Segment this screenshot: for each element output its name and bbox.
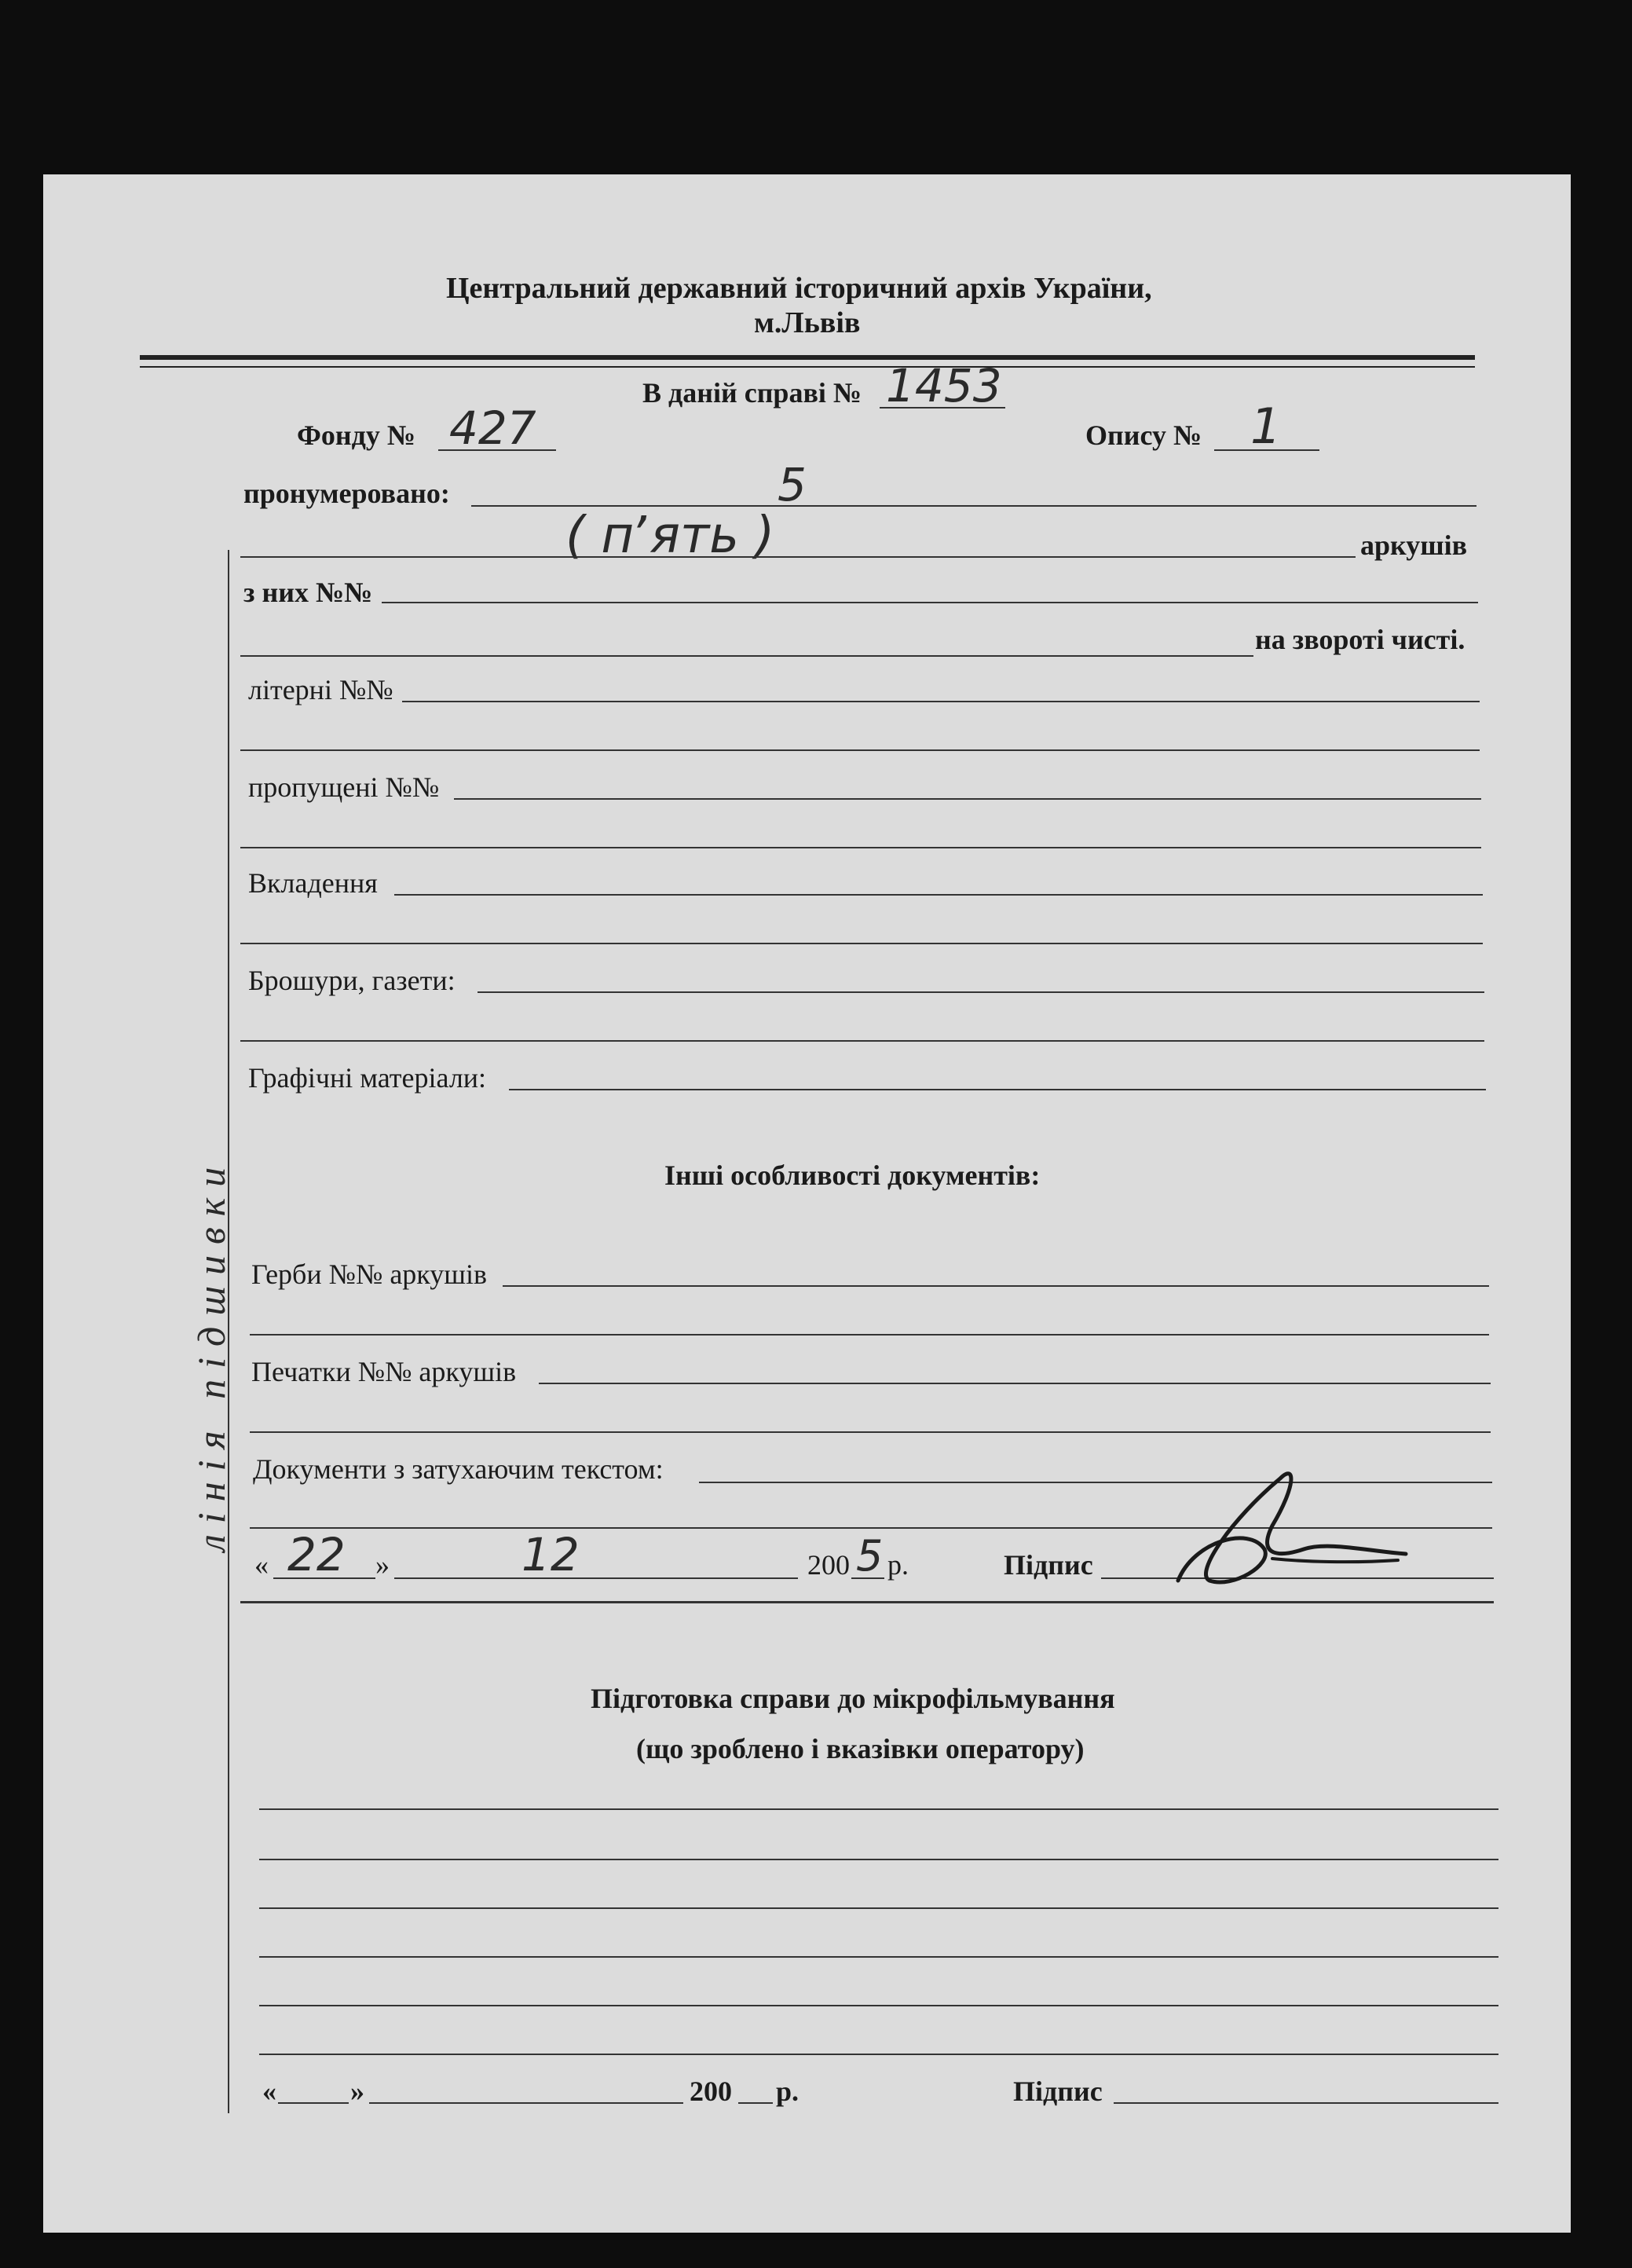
date-close-quote: » <box>375 1549 390 1581</box>
blank-back-label: на звороті чисті. <box>1255 624 1466 655</box>
opys-number-line <box>1214 449 1319 451</box>
sheets-label: аркушів <box>1360 529 1468 561</box>
fond-number: 427 <box>449 401 536 455</box>
date-month-line <box>394 1577 798 1579</box>
seals-line <box>539 1383 1491 1384</box>
seals-line-2 <box>250 1431 1491 1433</box>
microfilm-day-line <box>278 2102 349 2104</box>
case-number: 1453 <box>886 359 1002 412</box>
microfilm-line-1 <box>259 1808 1498 1810</box>
missing-line-2 <box>240 847 1481 848</box>
binding-line-label: лінія підшивки <box>189 1156 233 1552</box>
fond-label: Фонду № <box>297 420 416 451</box>
header-rule-bottom <box>140 366 1475 368</box>
features-title: Інші особливості документів: <box>664 1160 1041 1191</box>
seals-label: Печатки №№ аркушів <box>251 1356 517 1387</box>
opys-label: Опису № <box>1085 420 1202 451</box>
header-rule-top <box>140 355 1475 360</box>
case-number-line <box>880 407 1005 409</box>
fond-number-line <box>438 449 556 451</box>
microfilm-sign-label: Підпис <box>1013 2076 1103 2107</box>
letter-label: літерні №№ <box>248 674 393 705</box>
microfilm-line-6 <box>259 2054 1498 2055</box>
case-label: В даній справі № <box>642 377 862 409</box>
graphics-line <box>509 1089 1486 1090</box>
microfilm-line-4 <box>259 1956 1498 1958</box>
microfilm-line-2 <box>259 1859 1498 1860</box>
archive-name: Центральний державний історичний архів України, <box>446 272 1152 305</box>
microfilm-date-close: » <box>350 2076 364 2107</box>
year-digit: 5 <box>856 1531 884 1581</box>
coats-label: Герби №№ аркушів <box>251 1259 488 1290</box>
date-day: 22 <box>287 1528 346 1581</box>
year-suffix: р. <box>887 1549 909 1581</box>
inserts-line-2 <box>240 943 1483 944</box>
letter-line-2 <box>240 749 1480 751</box>
year-digit-line <box>851 1577 884 1579</box>
date-day-line <box>273 1577 375 1579</box>
sign-label: Підпис <box>1004 1549 1093 1581</box>
missing-line <box>454 798 1481 800</box>
archive-city: м.Львів <box>754 306 861 339</box>
of-them-line <box>382 602 1478 603</box>
brochures-line-2 <box>240 1040 1484 1042</box>
date-open-quote: « <box>254 1549 269 1581</box>
inserts-line <box>394 894 1483 896</box>
numbered-label: пронумеровано: <box>243 478 450 509</box>
coats-line <box>503 1285 1489 1287</box>
microfilm-sign-line <box>1114 2102 1498 2104</box>
signature-icon <box>1162 1463 1414 1604</box>
microfilm-subtitle: (що зроблено і вказівки оператору) <box>636 1733 1085 1764</box>
brochures-label: Брошури, газети: <box>248 965 456 996</box>
microfilm-year: 200 <box>690 2076 732 2107</box>
microfilm-month-line <box>369 2102 683 2104</box>
faded-label: Документи з затухаючим текстом: <box>253 1453 664 1485</box>
of-them-label: з них №№ <box>243 577 373 608</box>
graphics-label: Графічні матеріали: <box>248 1062 487 1094</box>
sheets-line <box>240 556 1356 558</box>
microfilm-title: Підготовка справи до мікрофільмування <box>591 1683 1115 1714</box>
date-month: 12 <box>521 1528 580 1581</box>
coats-line-2 <box>250 1334 1489 1336</box>
microfilm-year-suffix: р. <box>776 2076 800 2107</box>
missing-label: пропущені №№ <box>248 771 440 803</box>
year-prefix: 200 <box>807 1549 850 1581</box>
brochures-line <box>478 991 1484 993</box>
inserts-label: Вкладення <box>248 867 378 899</box>
letter-line <box>402 701 1480 702</box>
microfilm-year-line <box>738 2102 773 2104</box>
microfilm-date-open: « <box>262 2076 276 2107</box>
numbered-value: 5 <box>778 458 807 511</box>
opys-number: 1 <box>1250 398 1282 455</box>
microfilm-line-3 <box>259 1907 1498 1909</box>
section-divider <box>240 1601 1494 1603</box>
microfilm-line-5 <box>259 2005 1498 2006</box>
numbered-words: ( пʼять ) <box>565 507 775 565</box>
blank-back-line <box>240 655 1253 657</box>
